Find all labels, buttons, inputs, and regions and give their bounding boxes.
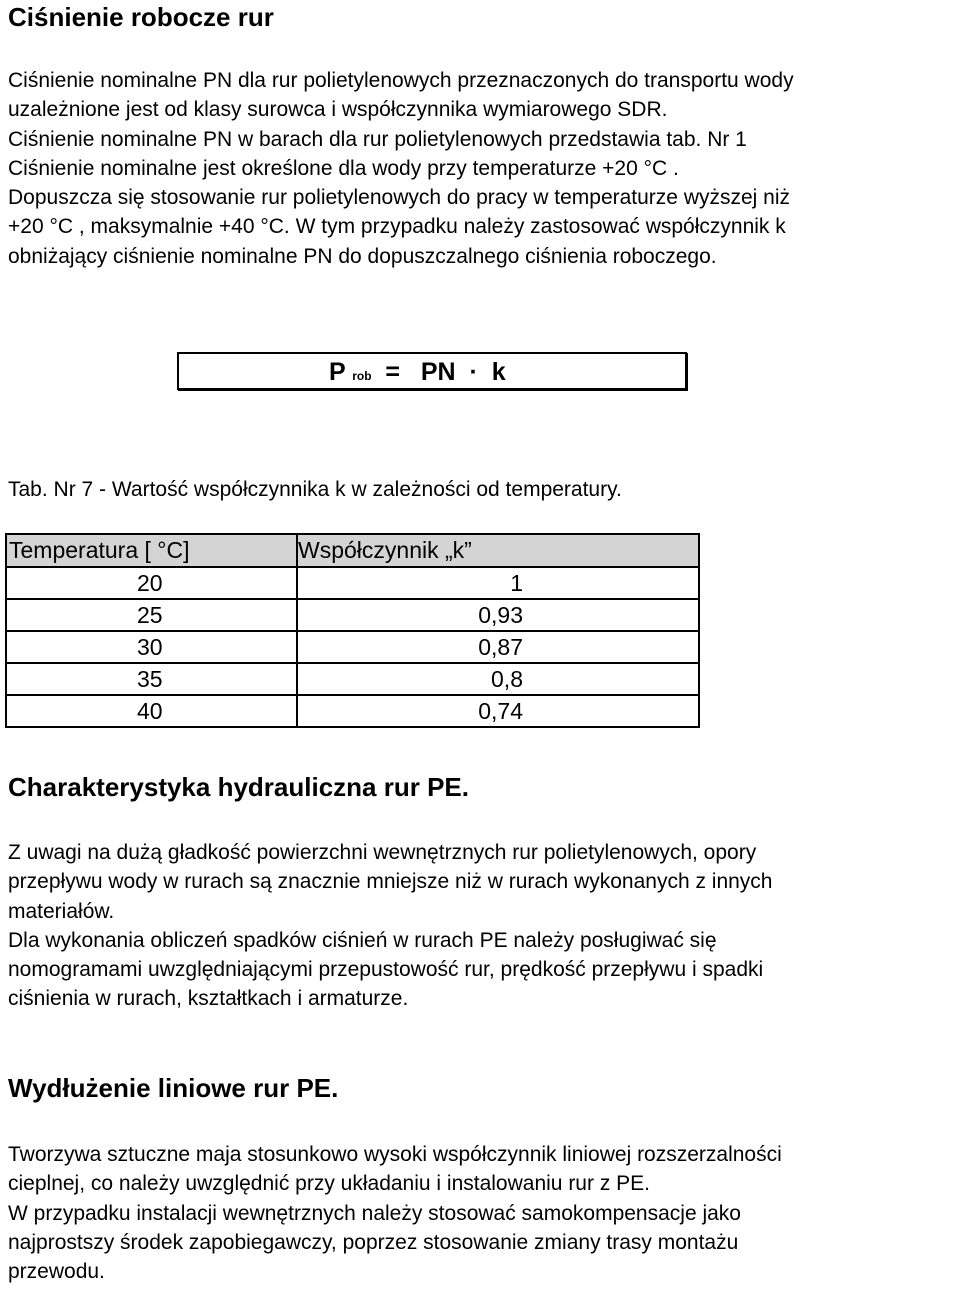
table-row	[6, 631, 699, 663]
section-title-linear-expansion: Wydłużenie liniowe rur PE.	[8, 1073, 339, 1103]
table-row	[6, 599, 699, 631]
section-title-hydraulic: Charakterystyka hydrauliczna rur PE.	[8, 772, 469, 802]
cell-temperature: 20	[6, 567, 297, 599]
formula-p: P	[329, 358, 346, 386]
cell-temperature: 25	[6, 599, 297, 631]
coefficient-table	[5, 533, 700, 728]
paragraph-line: nomogramami uwzględniającymi przepustowość rur, prędkość przepływu i spadki	[8, 958, 764, 982]
cell-coefficient: 0,8	[297, 663, 699, 695]
paragraph-hydraulic	[8, 838, 773, 1014]
paragraph-line: W przypadku instalacji wewnętrznych należy stosować samokompensacje jako	[8, 1201, 741, 1225]
table-row	[6, 567, 699, 599]
paragraph-line: Ciśnienie nominalne jest określone dla wody przy temperaturze +20 °C .	[8, 156, 679, 180]
cell-temperature: 30	[6, 631, 297, 663]
paragraph-working-pressure	[8, 66, 794, 271]
section-title-working-pressure: Ciśnienie robocze rur	[8, 2, 274, 32]
header-coefficient: Współczynnik „k”	[297, 534, 699, 567]
table-row	[6, 663, 699, 695]
paragraph-line: obniżający ciśnienie nominalne PN do dopuszczalnego ciśnienia roboczego.	[8, 244, 717, 268]
paragraph-line: Ciśnienie nominalne PN w barach dla rur polietylenowych przedstawia tab. Nr 1	[8, 127, 747, 151]
cell-coefficient: 0,74	[297, 695, 699, 727]
formula-rest: = PN · k	[371, 358, 506, 386]
formula-box	[177, 352, 687, 390]
paragraph-line: ciśnienia w rurach, kształtkach i armaturze.	[8, 987, 409, 1011]
paragraph-line: Ciśnienie nominalne PN dla rur polietylenowych przeznaczonych do transportu wody	[8, 69, 794, 92]
paragraph-linear-expansion	[8, 1140, 782, 1286]
paragraph-line: Tworzywa sztuczne maja stosunkowo wysoki współczynnik liniowej rozszerzalności	[8, 1143, 782, 1166]
paragraph-line: +20 °C , maksymalnie +40 °C. W tym przypadku należy zastosować współczynnik k	[8, 215, 786, 239]
cell-coefficient: 0,93	[297, 599, 699, 631]
table-row	[6, 695, 699, 727]
table-caption: Tab. Nr 7 - Wartość współczynnika k w zależności od temperatury.	[8, 478, 622, 501]
table-header-row	[6, 534, 699, 567]
cell-coefficient: 1	[297, 567, 699, 599]
cell-temperature: 40	[6, 695, 297, 727]
paragraph-line: najprostszy środek zapobiegawczy, poprzez stosowanie zmiany trasy montażu	[8, 1230, 739, 1254]
paragraph-line: przewodu.	[8, 1260, 105, 1284]
paragraph-line: Dla wykonania obliczeń spadków ciśnień w rurach PE należy posługiwać się	[8, 928, 717, 952]
cell-temperature: 35	[6, 663, 297, 695]
paragraph-line: Z uwagi na dużą gładkość powierzchni wewnętrznych rur polietylenowych, opory	[8, 841, 757, 864]
formula	[329, 357, 506, 391]
paragraph-line: materiałów.	[8, 899, 115, 923]
paragraph-line: przepływu wody w rurach są znacznie mniejsze niż w rurach wykonanych z innych	[8, 870, 773, 894]
cell-coefficient: 0,87	[297, 631, 699, 663]
header-temperature: Temperatura [ °C]	[6, 534, 297, 567]
paragraph-line: uzależnione jest od klasy surowca i współczynnika wymiarowego SDR.	[8, 98, 668, 122]
formula-subscript: rob	[352, 369, 372, 383]
paragraph-line: cieplnej, co należy uwzględnić przy układaniu i instalowaniu rur z PE.	[8, 1172, 650, 1196]
paragraph-line: Dopuszcza się stosowanie rur polietylenowych do pracy w temperaturze wyższej niż	[8, 186, 791, 210]
